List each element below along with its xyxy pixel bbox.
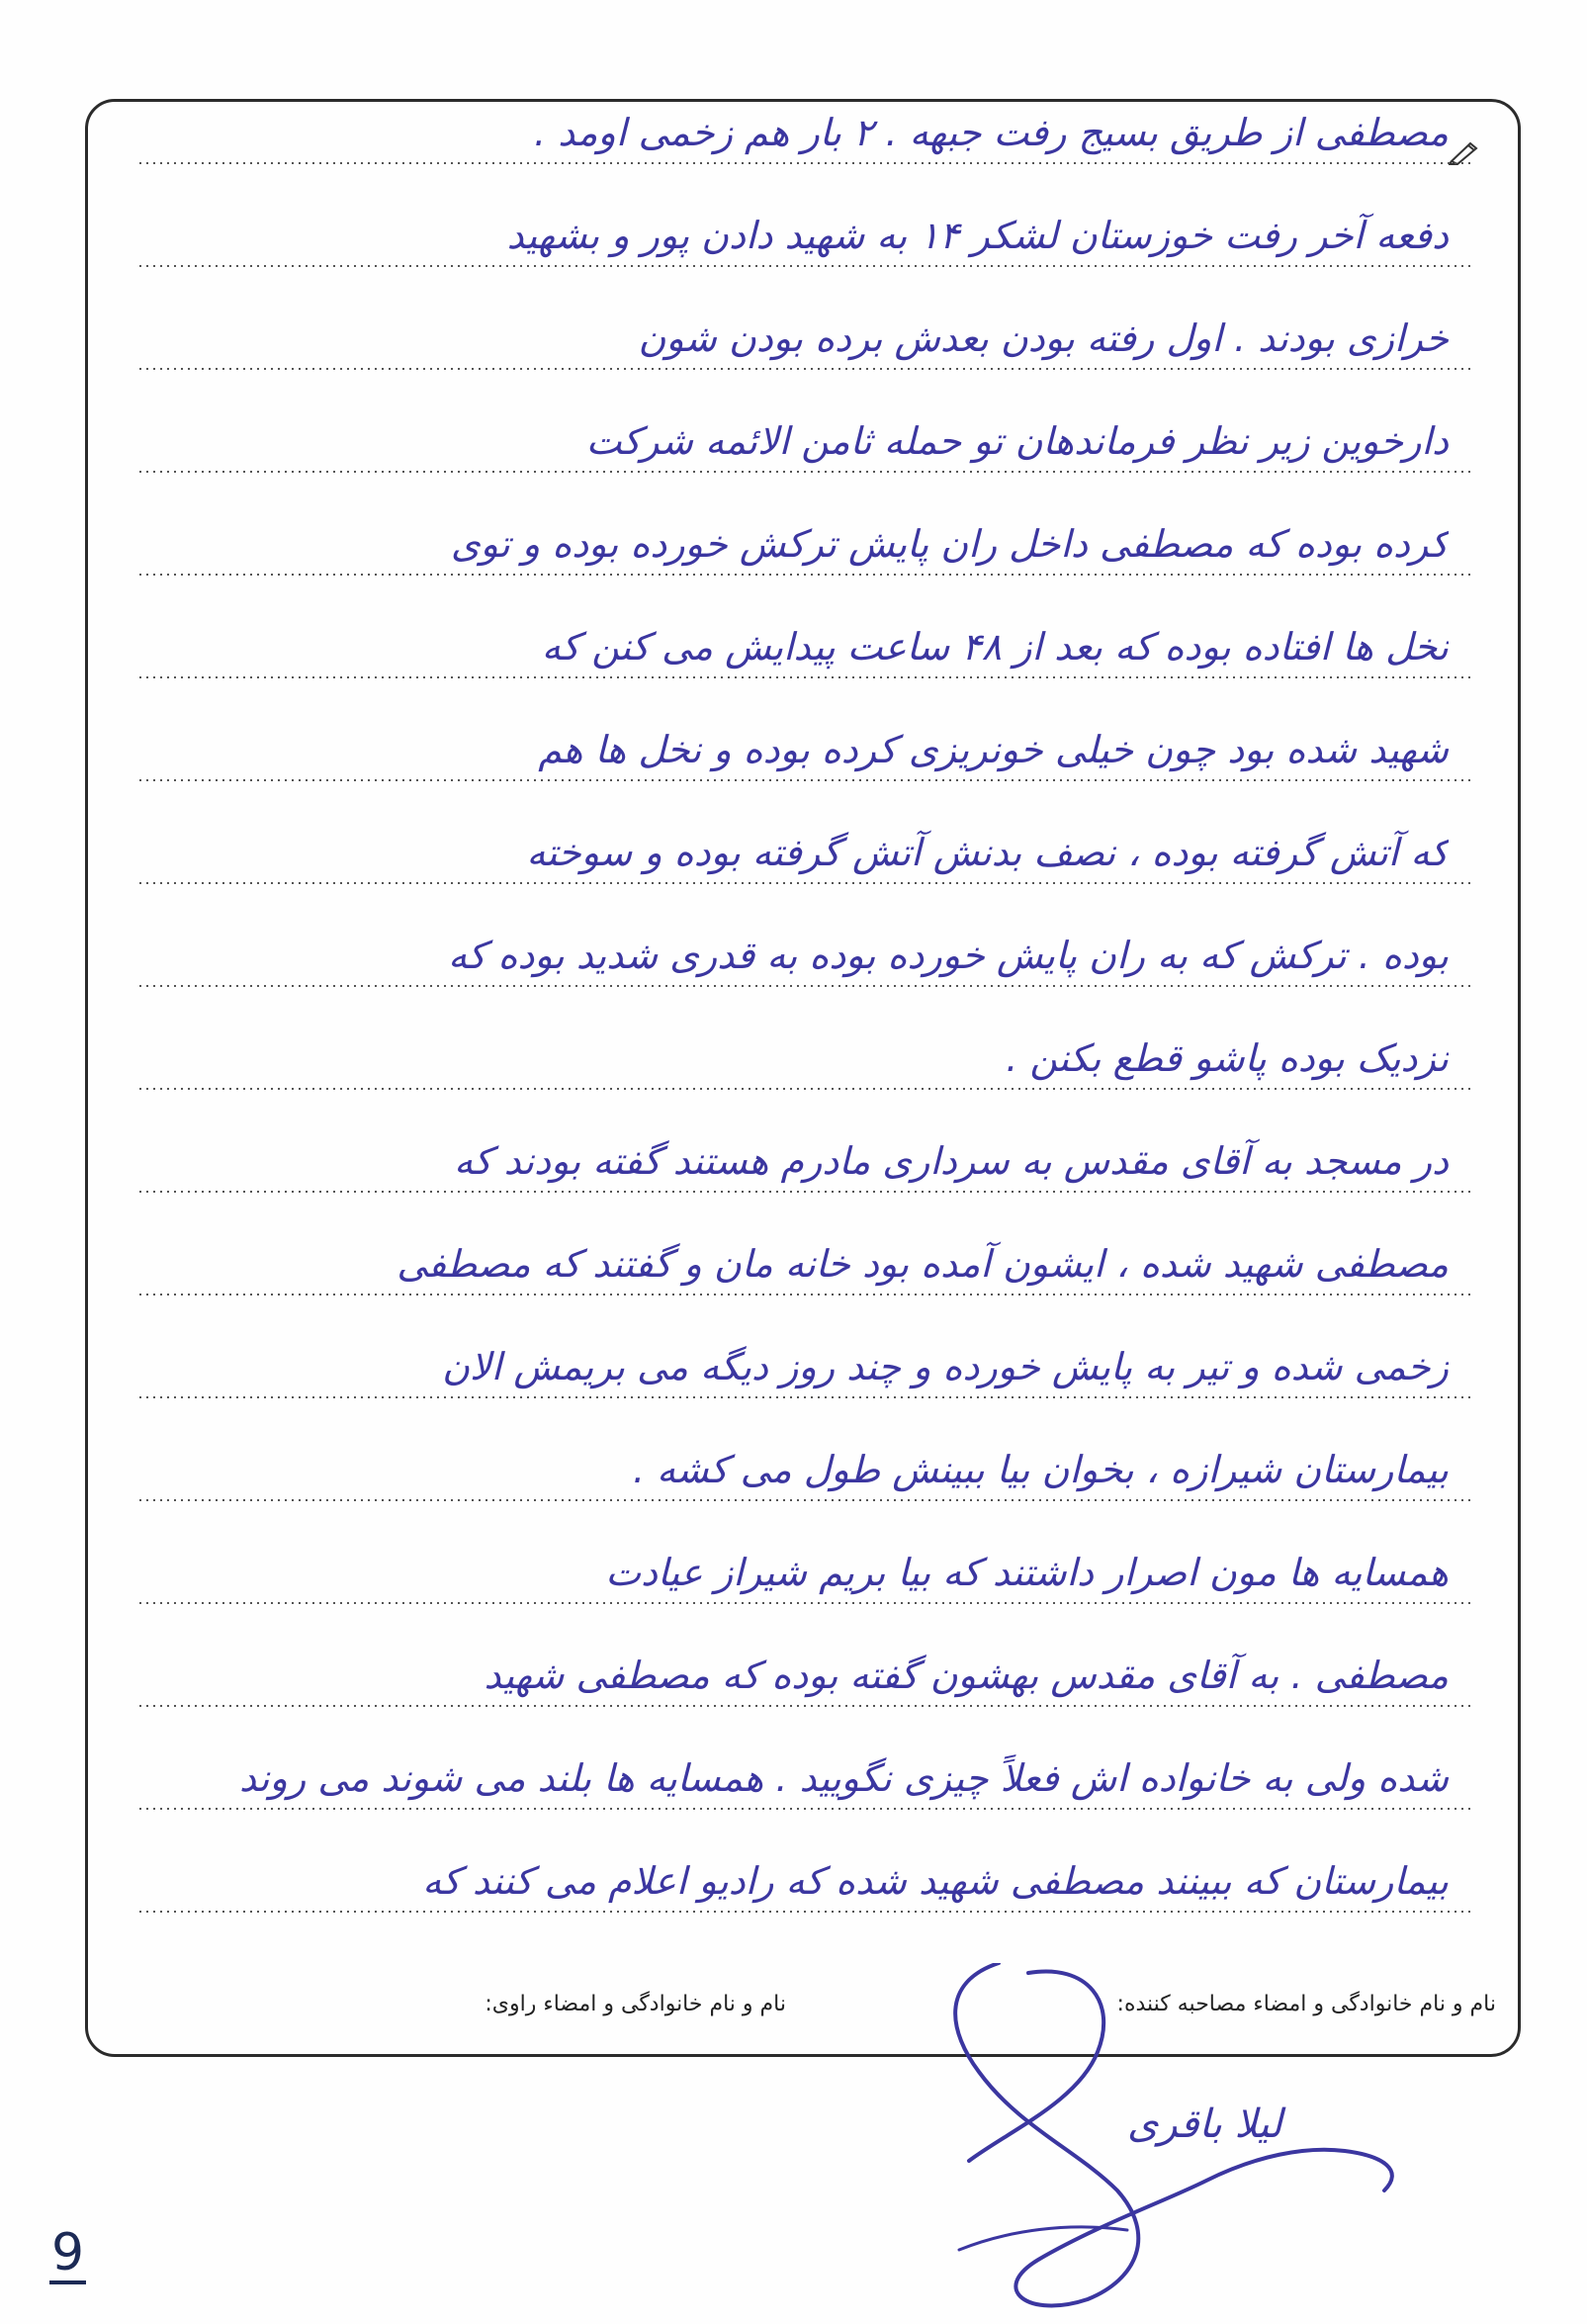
text-line: مصطفی از طریق بسیج رفت جبهه . ۲ بار هم زخمی اومد . — [534, 111, 1449, 154]
signature-name: لیلا باقری — [1127, 2101, 1282, 2147]
text-line: نخل ها افتاده بوده که بعد از ۴۸ ساعت پیدایش می کنن که — [541, 625, 1449, 669]
handwritten-signature-scribble — [791, 1963, 1424, 2324]
text-line: شهید شده بود چون خیلی خونریزی کرده بوده و نخل ها هم — [538, 728, 1449, 771]
text-line: همسایه ها مون اصرار داشتند که بیا بریم شیراز عیادت — [605, 1551, 1449, 1594]
text-line: که آتش گرفته بوده ، نصف بدنش آتش گرفته بوده و سوخته — [526, 831, 1449, 874]
interview-form-frame — [85, 99, 1521, 2057]
text-line: دفعه آخر رفت خوزستان لشکر ۱۴ به شهید دادن پور و بشهید — [506, 214, 1449, 257]
text-line: کرده بوده که مصطفی داخل ران پایش ترکش خورده بوده و توی — [450, 522, 1449, 566]
text-line: مصطفی . به آقای مقدس بهشون گفته بوده که مصطفی شهید — [484, 1654, 1449, 1697]
narrator-signature-label: نام و نام خانوادگی و امضاء راوی: — [485, 1992, 786, 2016]
page-number: 9 — [51, 2223, 85, 2282]
text-line: دارخوین زیر نظر فرماندهان تو حمله ثامن الائمه شرکت — [585, 419, 1449, 463]
text-line: نزدیک بوده پاشو قطع بکنن . — [1006, 1036, 1449, 1080]
interviewer-signature-label: نام و نام خانوادگی و امضاء مصاحبه کننده: — [1116, 1992, 1496, 2016]
text-line: مصطفی شهید شده ، ایشون آمده بود خانه مان و گفتند که مصطفی — [397, 1242, 1449, 1286]
text-line: بوده . ترکش که به ران پایش خورده بوده به قدری شدید بوده که — [448, 934, 1449, 977]
text-line: خرازی بودند . اول رفته بودن بعدش برده بودن شون — [638, 316, 1449, 360]
text-line: در مسجد به آقای مقدس به سرداری مادرم هستند گفته بودند که — [454, 1139, 1449, 1183]
text-line: بیمارستان که ببینند مصطفی شهید شده که رادیو اعلام می کنند که — [422, 1859, 1449, 1903]
text-line: بیمارستان شیرازه ، بخوان بیا ببینش طول می کشه . — [633, 1448, 1449, 1491]
text-line: زخمی شده و تیر به پایش خورده و چند روز دیگه می بریمش الان — [442, 1345, 1449, 1388]
text-line: شده ولی به خانواده اش فعلاً چیزی نگویید . همسایه ها بلند می شوند می روند — [238, 1756, 1449, 1800]
